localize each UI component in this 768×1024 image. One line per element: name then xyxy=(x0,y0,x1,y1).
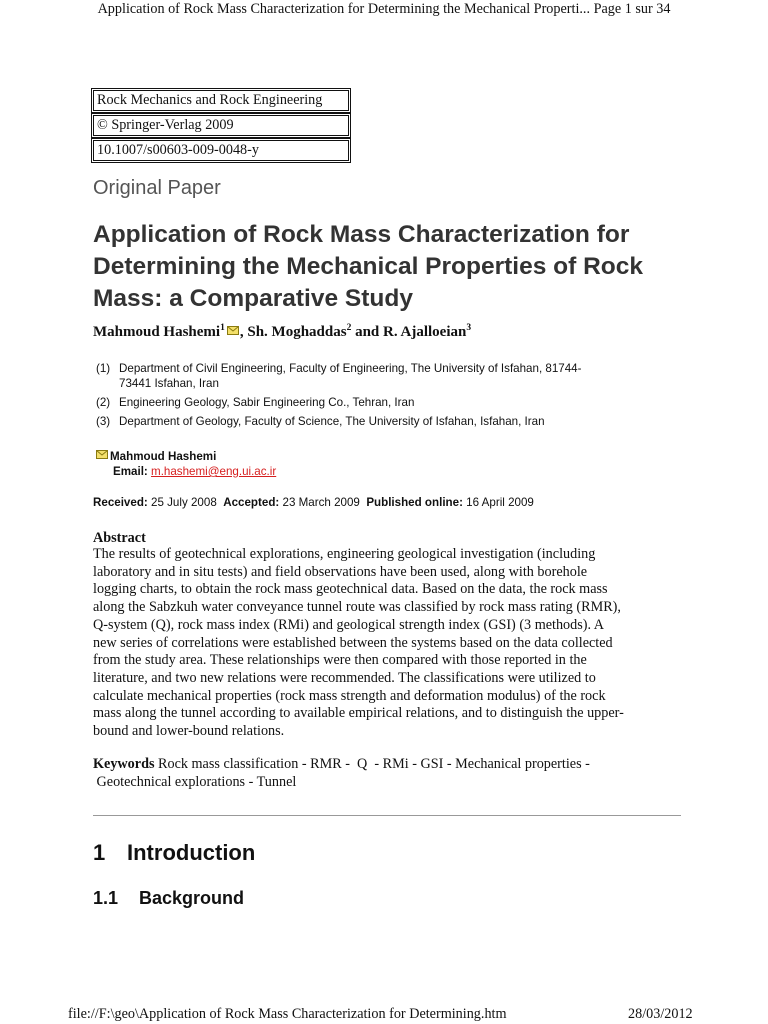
affiliation-text: Department of Civil Engineering, Faculty of Engineering, The University of Isfahan, 81744- xyxy=(119,362,582,375)
abstract-line: bound and lower-bound relations. xyxy=(93,723,285,740)
abstract-line: logging charts, to obtain the rock mass geotechnical data. Based on the data, the rock mass xyxy=(93,581,608,598)
keywords-label: Keywords xyxy=(93,756,155,772)
abstract-line: new series of correlations were established between the systems based on the data collected xyxy=(93,634,613,651)
affiliation-text: 73441 Isfahan, Iran xyxy=(119,377,219,390)
email-link[interactable]: m.hashemi@eng.ui.ac.ir xyxy=(151,465,277,478)
accepted-date: 23 March 2009 xyxy=(282,496,360,509)
abstract-line: calculate mechanical properties (rock mass strength and deformation modulus) of the rock xyxy=(93,687,606,704)
section-title: Introduction xyxy=(127,840,256,865)
author-1-affil: 1 xyxy=(220,323,225,333)
abstract-line: The results of geotechnical explorations, engineering geological investigation (including xyxy=(93,546,596,562)
keywords xyxy=(93,756,683,791)
abstract-body xyxy=(93,546,683,741)
subsection-heading-background xyxy=(93,888,244,909)
subsection-title: Background xyxy=(139,888,245,908)
author-3-affil: 3 xyxy=(466,323,472,333)
page-title: Application of Rock Mass Characterization for Determining the Mechanical Properties of Rock Mass: a Comparative Study xyxy=(93,221,644,312)
author-separator: , xyxy=(239,324,248,340)
divider xyxy=(93,815,681,816)
affiliation-text: Engineering Geology, Sabir Engineering Co., Tehran, Iran xyxy=(119,396,415,409)
affiliation-1 xyxy=(96,361,582,391)
publication-dates xyxy=(93,496,534,509)
published-date: 16 April 2009 xyxy=(466,496,534,509)
abstract-heading: Abstract xyxy=(93,530,146,546)
journal-name: Rock Mechanics and Rock Engineering xyxy=(93,90,349,111)
contact-name: Mahmoud Hashemi xyxy=(110,450,217,463)
corresponding-author xyxy=(96,449,276,479)
abstract-line: along the Sabzkuh water conveyance tunnel route was classified by rock mass rating (RMR), xyxy=(93,599,621,616)
author-2-affil: 2 xyxy=(346,323,352,333)
author-3[interactable]: R. Ajalloeian xyxy=(383,324,467,340)
subsection-number: 1.1 xyxy=(93,888,119,908)
abstract-line: from the study area. These relationships were then compared with those reported in the xyxy=(93,652,587,669)
abstract-line: Q-system (Q), rock mass index (RMi) and geological strength index (GSI) (3 methods). A xyxy=(93,616,605,633)
affiliation-number: (1) xyxy=(96,362,111,375)
received-date: 25 July 2008 xyxy=(151,496,217,509)
doi[interactable]: 10.1007/s00603-009-0048-y xyxy=(93,140,349,161)
envelope-icon xyxy=(96,450,108,459)
published-label: Published online: xyxy=(366,496,463,509)
envelope-icon[interactable] xyxy=(227,326,239,335)
author-list xyxy=(93,323,471,341)
print-footer-path: file://F:\geo\Application of Rock Mass Characterization for Determining.htm xyxy=(68,1006,507,1022)
abstract-line: laboratory and in situ tests) and field observations have been used, along with borehole xyxy=(93,563,588,580)
print-header: Application of Rock Mass Characterization for Determining the Mechanical Properti... Page 1 sur 34 xyxy=(97,1,671,17)
author-2[interactable]: Sh. Moghaddas xyxy=(247,324,347,340)
affiliation-text: Department of Geology, Faculty of Science, The University of Isfahan, Isfahan, Iran xyxy=(119,415,545,428)
section-heading-introduction xyxy=(93,840,255,866)
author-1[interactable]: Mahmoud Hashemi xyxy=(93,324,221,340)
abstract-line: mass along the tunnel according to available empirical relations, and to distinguish the upper- xyxy=(93,705,624,722)
article-meta-box xyxy=(93,90,349,165)
email-label: Email: xyxy=(113,465,148,478)
abstract-line: literature, and two new relations were recommended. The classifications were utilized to xyxy=(93,669,596,686)
print-footer-date: 28/03/2012 xyxy=(628,1006,693,1022)
accepted-label: Accepted: xyxy=(223,496,280,509)
keywords-text: Geotechnical explorations - Tunnel xyxy=(93,773,297,790)
article-category: Original Paper xyxy=(93,177,221,199)
section-number: 1 xyxy=(93,840,106,865)
affiliation-3 xyxy=(96,414,545,429)
keywords-text: Rock mass classification - RMR - Q - RMi - GSI - Mechanical properties - xyxy=(154,756,590,772)
author-separator: and xyxy=(351,324,384,340)
copyright: © Springer-Verlag 2009 xyxy=(93,115,349,136)
affiliation-number: (2) xyxy=(96,396,111,409)
received-label: Received: xyxy=(93,496,148,509)
affiliation-2 xyxy=(96,395,414,410)
affiliation-number: (3) xyxy=(96,415,111,428)
